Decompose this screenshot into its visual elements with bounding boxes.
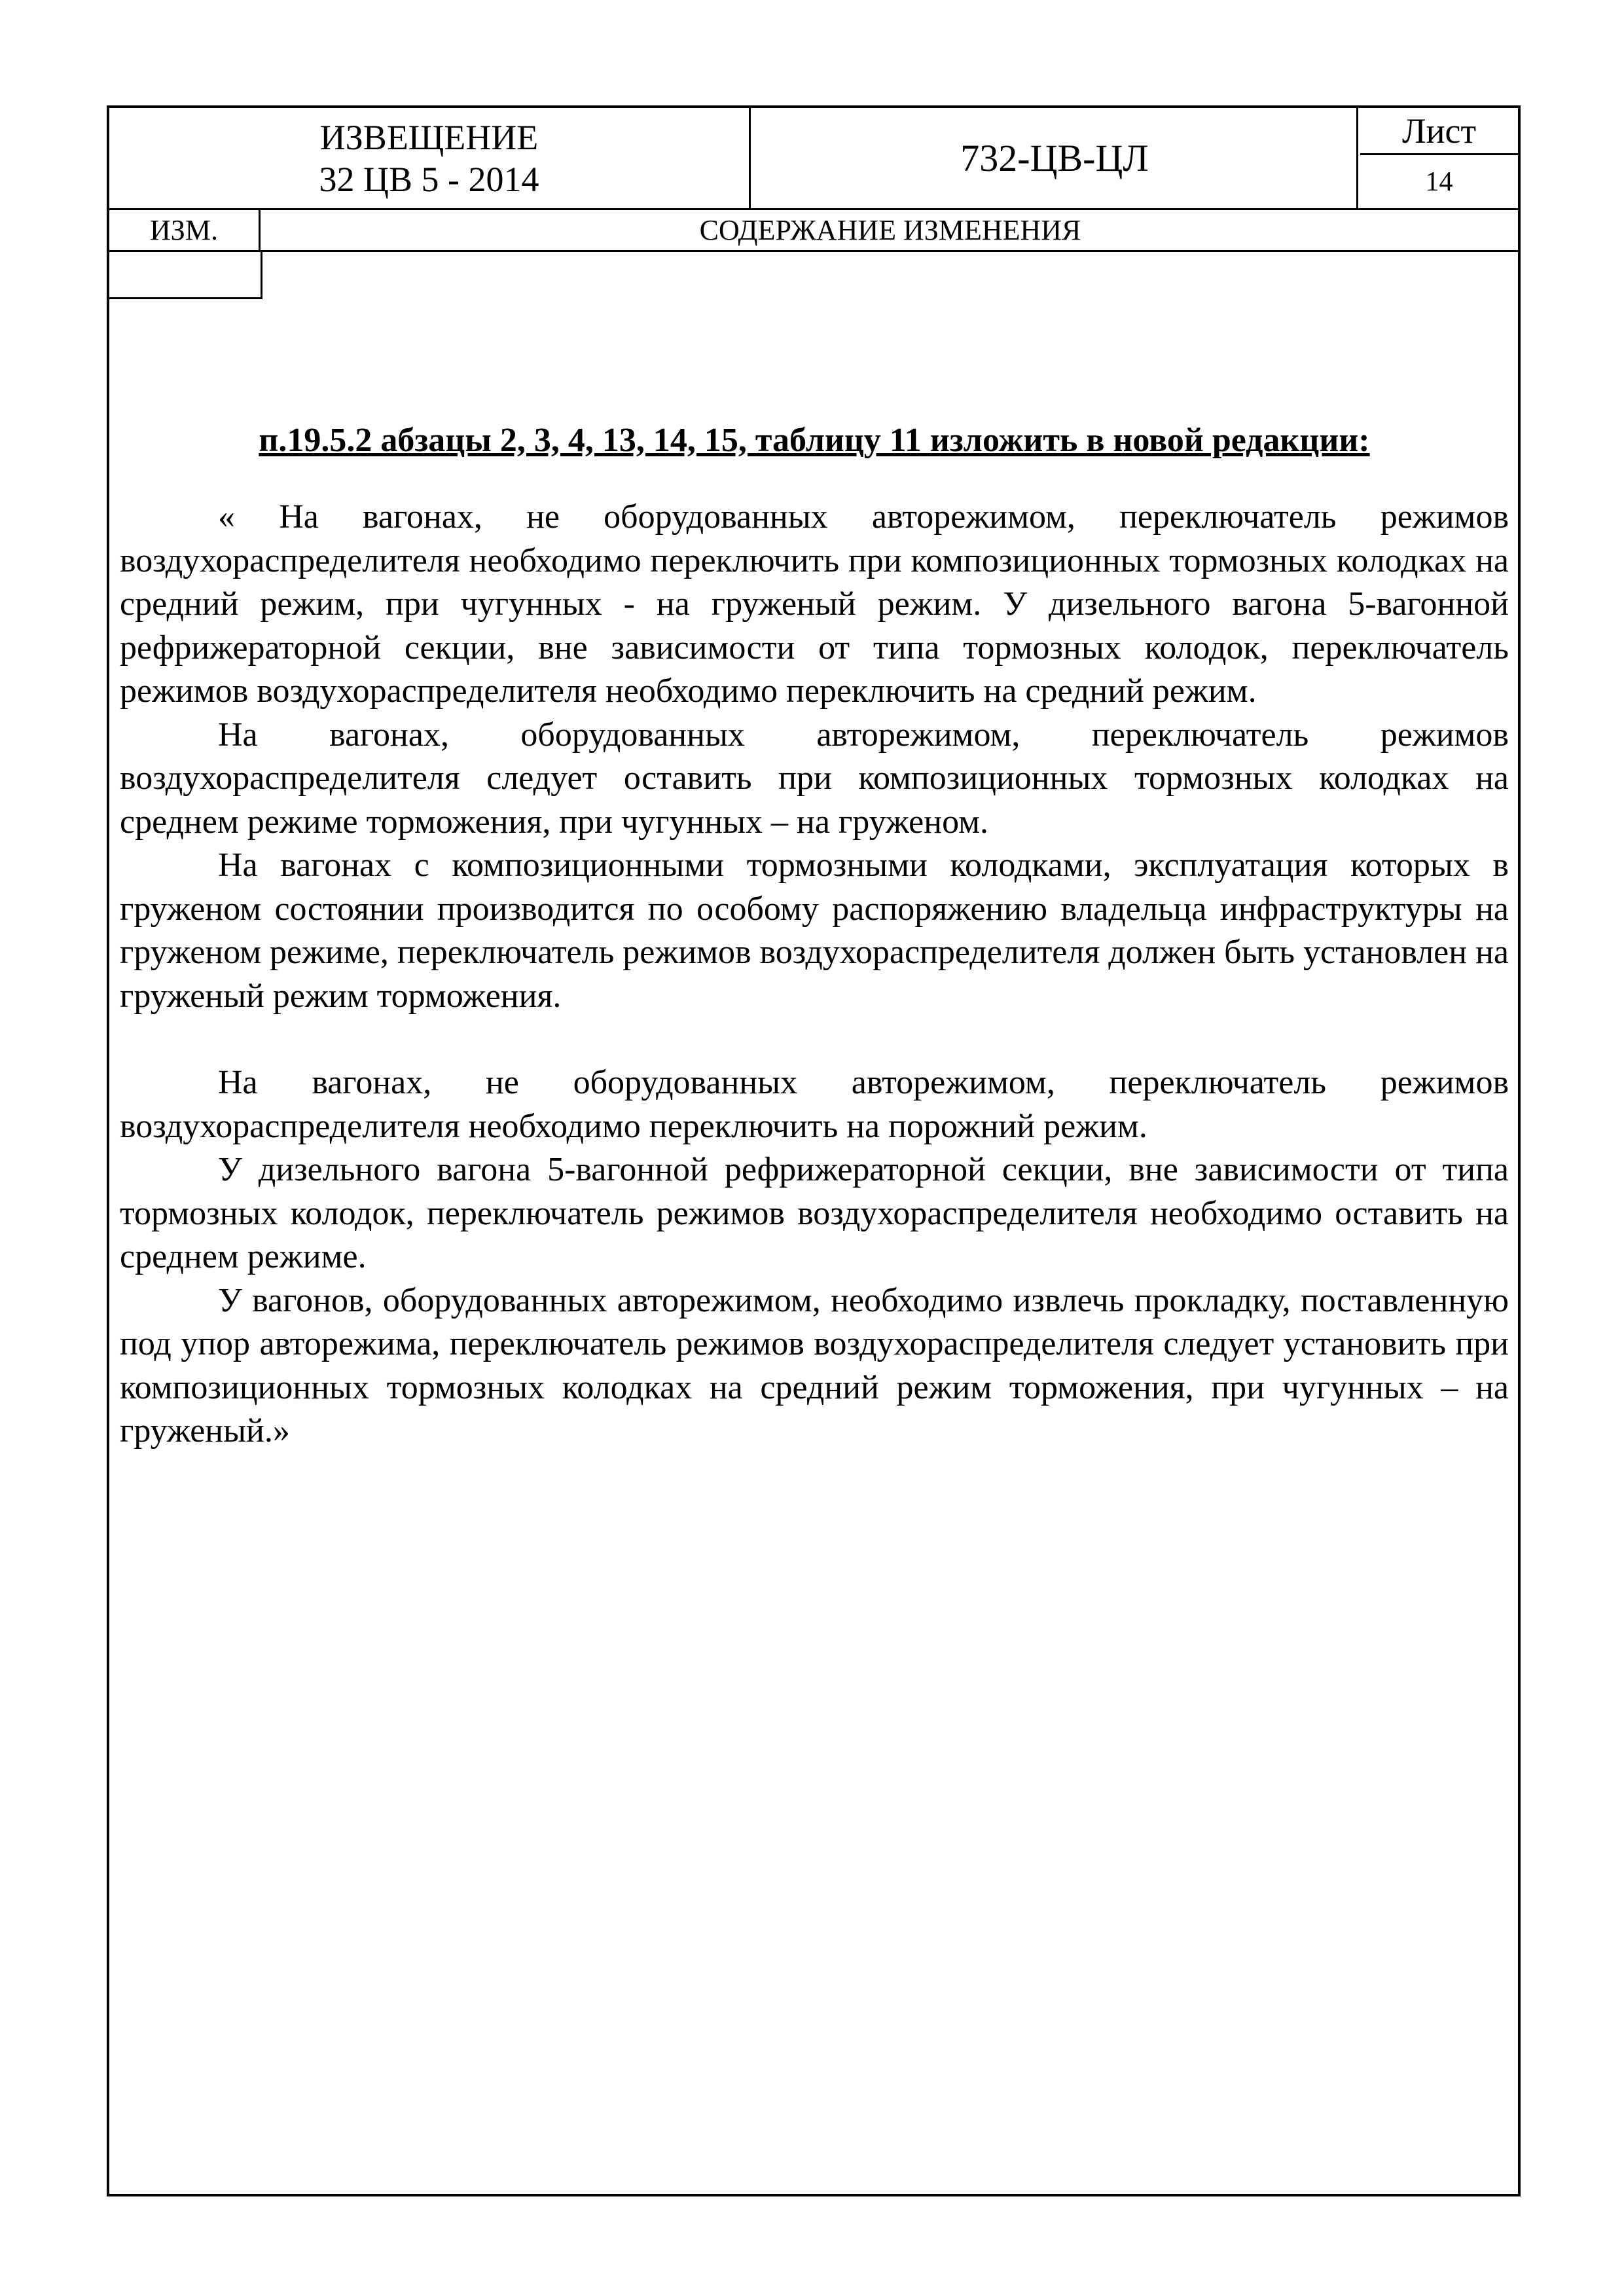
- paragraph: У дизельного вагона 5-вагонной рефрижераторной секции, вне зависимости от типа тормозных колодок, переключатель режимов воздухораспределителя необходимо оставить на среднем режиме.: [120, 1151, 1509, 1275]
- paragraph: На вагонах, оборудованных авторежимом, переключатель режимов воздухораспределителя следует оставить при композиционных тормозных колодках на среднем режиме торможения, при чугунных – на груженом.: [120, 716, 1509, 841]
- content-column-label: СОДЕРЖАНИЕ ИЗМЕНЕНИЯ: [699, 214, 1081, 246]
- sheet-cell: [1360, 108, 1518, 208]
- sheet-label: Лист: [1360, 108, 1518, 155]
- column-header-row: [109, 210, 1518, 252]
- section-heading: п.19.5.2 абзацы 2, 3, 4, 13, 14, 15, таблицу 11 изложить в новой редакции:: [259, 422, 1370, 459]
- sheet-number: 14: [1425, 166, 1453, 197]
- paragraph: У вагонов, оборудованных авторежимом, необходимо извлечь прокладку, поставленную под упор авторежима, переключатель режимов воздухораспределителя следует установить при композиционных тормозных колодках на средний режим торможения, при чугунных – на груженый.»: [120, 1281, 1509, 1449]
- paragraph: « На вагонах, не оборудованных авторежимом, переключатель режимов воздухораспределителя необходимо переключить при композиционных тормозных колодках на средний режим, при чугунных - на груженый режим. У дизельного вагона 5-вагонной рефрижераторной секции, вне зависимости от типа тормозных колодок, переключатель режимов воздухораспределителя необходимо переключить на средний режим.: [120, 498, 1509, 710]
- notice-number: 32 ЦВ 5 - 2014: [319, 159, 539, 199]
- notice-title: ИЗВЕЩЕНИЕ: [319, 117, 539, 157]
- document-frame: [107, 105, 1521, 2196]
- izm-value-cell: [109, 252, 262, 299]
- title-block: [109, 108, 1518, 210]
- paragraph: На вагонах, не оборудованных авторежимом, переключатель режимов воздухораспределителя необходимо переключить на порожний режим.: [120, 1064, 1509, 1145]
- paragraph-gap: [120, 1018, 1509, 1061]
- izm-column-label: ИЗМ.: [109, 210, 261, 250]
- paragraph: На вагонах с композиционными тормозными колодками, эксплуатация которых в груженом состоянии производится по особому распоряжению владельца инфраструктуры на груженом режиме, переключатель режимов воздухораспределителя должен быть установлен на груженый режим торможения.: [120, 847, 1509, 1015]
- document-code: 732-ЦВ-ЦЛ: [753, 108, 1358, 208]
- notice-cell: [109, 108, 751, 208]
- change-content: [120, 420, 1509, 1453]
